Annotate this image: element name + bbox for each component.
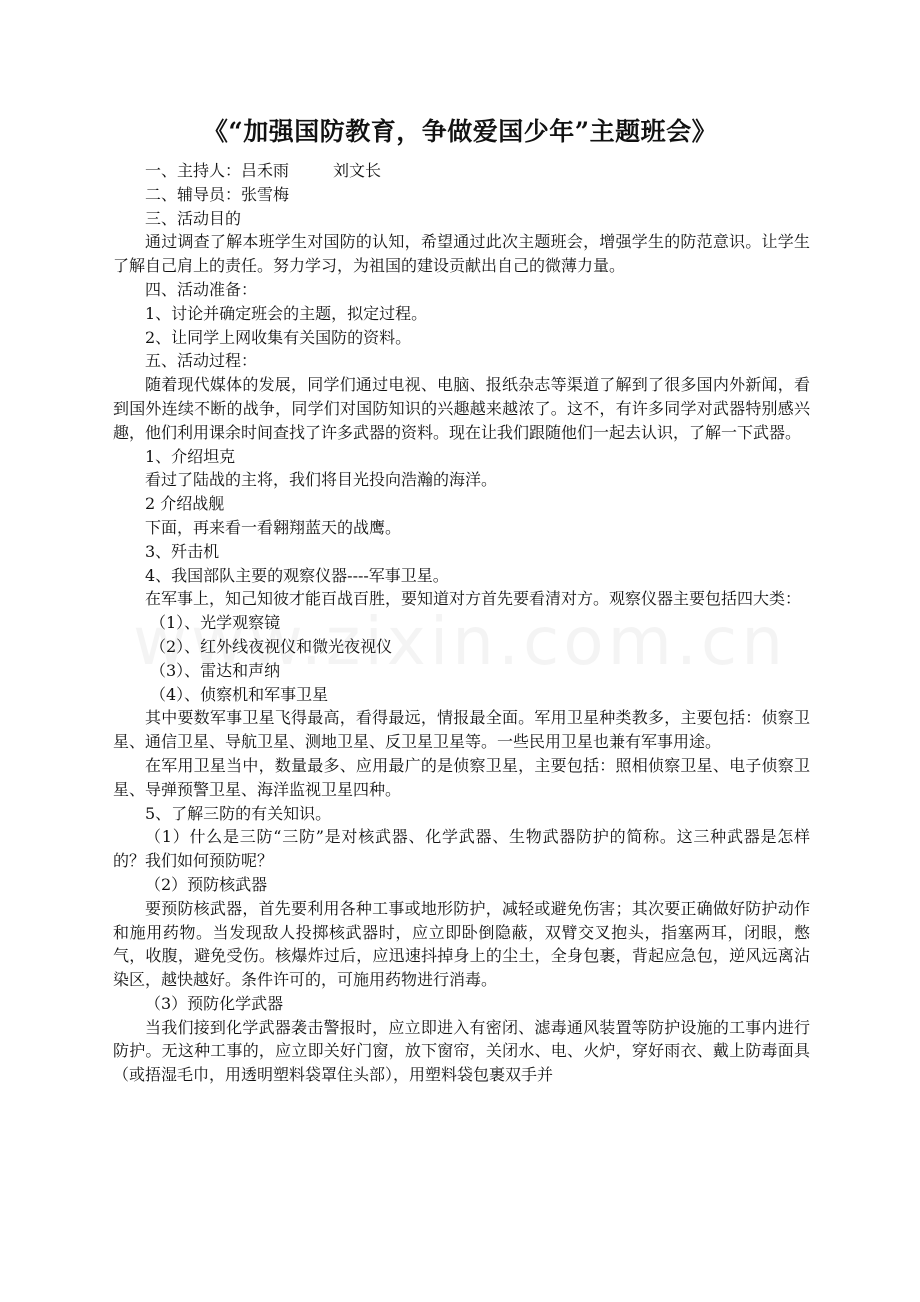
document-body <box>113 159 810 1087</box>
paragraph: 在军事上，知己知彼才能百战百胜，要知道对方首先要看清对方。观察仪器主要包括四大类： <box>145 589 802 609</box>
paragraph: 三、活动目的 <box>145 208 242 228</box>
paragraph: （2）预防核武器 <box>145 874 268 894</box>
paragraph: 4、我国部队主要的观察仪器----军事卫星。 <box>145 565 449 585</box>
paragraph: （3）预防化学武器 <box>145 993 284 1013</box>
paragraph: 看过了陆战的主将，我们将目光投向浩瀚的海洋。 <box>145 470 498 490</box>
page-title: 《“加强国防教育，争做爱国少年”主题班会》 <box>202 117 718 146</box>
paragraph: 下面，再来看一看翱翔蓝天的战鹰。 <box>145 517 402 537</box>
paragraph: 其中要数军事卫星飞得最高，看得最远，情报最全面。军用卫星种类教多，主要包括：侦察卫星、通信卫星、导航卫星、测地卫星、反卫星卫星等。一些民用卫星也兼有军事用途。 <box>113 708 810 752</box>
list-item: （2）、红外线夜视仪和微光夜视仪 <box>150 636 393 656</box>
paragraph: 四、活动准备： <box>145 279 258 299</box>
paragraph: 要预防核武器，首先要利用各种工事或地形防护，减轻或避免伤害；其次要正确做好防护动作和施用药物。当发现敌人投掷核武器时，应立即卧倒隐蔽，双臂交叉抱头，指塞两耳，闭眼，憋气，收腹，避免受伤。核爆炸过后，应迅速抖掉身上的尘土，全身包裹，背起应急包，逆风远离沾染区，越快越好。条件许可的，可施用药物进行消毒。 <box>113 898 810 990</box>
paragraph: 通过调查了解本班学生对国防的认知，希望通过此次主题班会，增强学生的防范意识。让学生了解自己肩上的责任。努力学习，为祖国的建设贡献出自己的微薄力量。 <box>113 232 810 276</box>
paragraph: 3、歼击机 <box>145 541 220 561</box>
list-item: （4）、侦察机和军事卫星 <box>150 684 329 704</box>
paragraph: 在军用卫星当中，数量最多、应用最广的是侦察卫星，主要包括：照相侦察卫星、电子侦察卫星、导弹预警卫星、海洋监视卫星四种。 <box>113 755 810 799</box>
list-item: （3）、雷达和声纳 <box>150 660 281 680</box>
paragraph: 1、介绍坦克 <box>145 446 236 466</box>
host-label: 一、主持人：吕禾雨 <box>145 161 290 180</box>
paragraph: 随着现代媒体的发展，同学们通过电视、电脑、报纸杂志等渠道了解到了很多国内外新闻，看到国外连续不断的战争，同学们对国防知识的兴趣越来越浓了。这不，有许多同学对武器特别感兴趣，他们利用课余时间查找了许多武器的资料。现在让我们跟随他们一起去认识，了解一下武器。 <box>113 375 810 442</box>
paragraph: 五、活动过程： <box>145 351 258 371</box>
paragraph: 2 介绍战舰 <box>145 494 225 514</box>
host-second: 刘文长 <box>333 161 382 180</box>
paragraph: 2、让同学上网收集有关国防的资料。 <box>145 327 412 347</box>
paragraph: 二、辅导员：张雪梅 <box>145 184 290 204</box>
list-item: （1）、光学观察镜 <box>150 613 281 633</box>
paragraph: 5、了解三防的有关知识。 <box>145 803 332 823</box>
host-line <box>113 159 810 183</box>
paragraph: 1、讨论并确定班会的主题，拟定过程。 <box>145 303 428 323</box>
paragraph: 当我们接到化学武器袭击警报时，应立即进入有密闭、滤毒通风装置等防护设施的工事内进行防护。无这种工事的，应立即关好门窗，放下窗帘，关闭水、电、火炉，穿好雨衣、戴上防毒面具（或捂湿毛巾，用透明塑料袋罩住头部），用塑料袋包裹双手并 <box>113 1017 810 1085</box>
paragraph: （1）什么是三防“三防”是对核武器、化学武器、生物武器防护的简称。这三种武器是怎样的？我们如何预防呢？ <box>113 827 810 871</box>
